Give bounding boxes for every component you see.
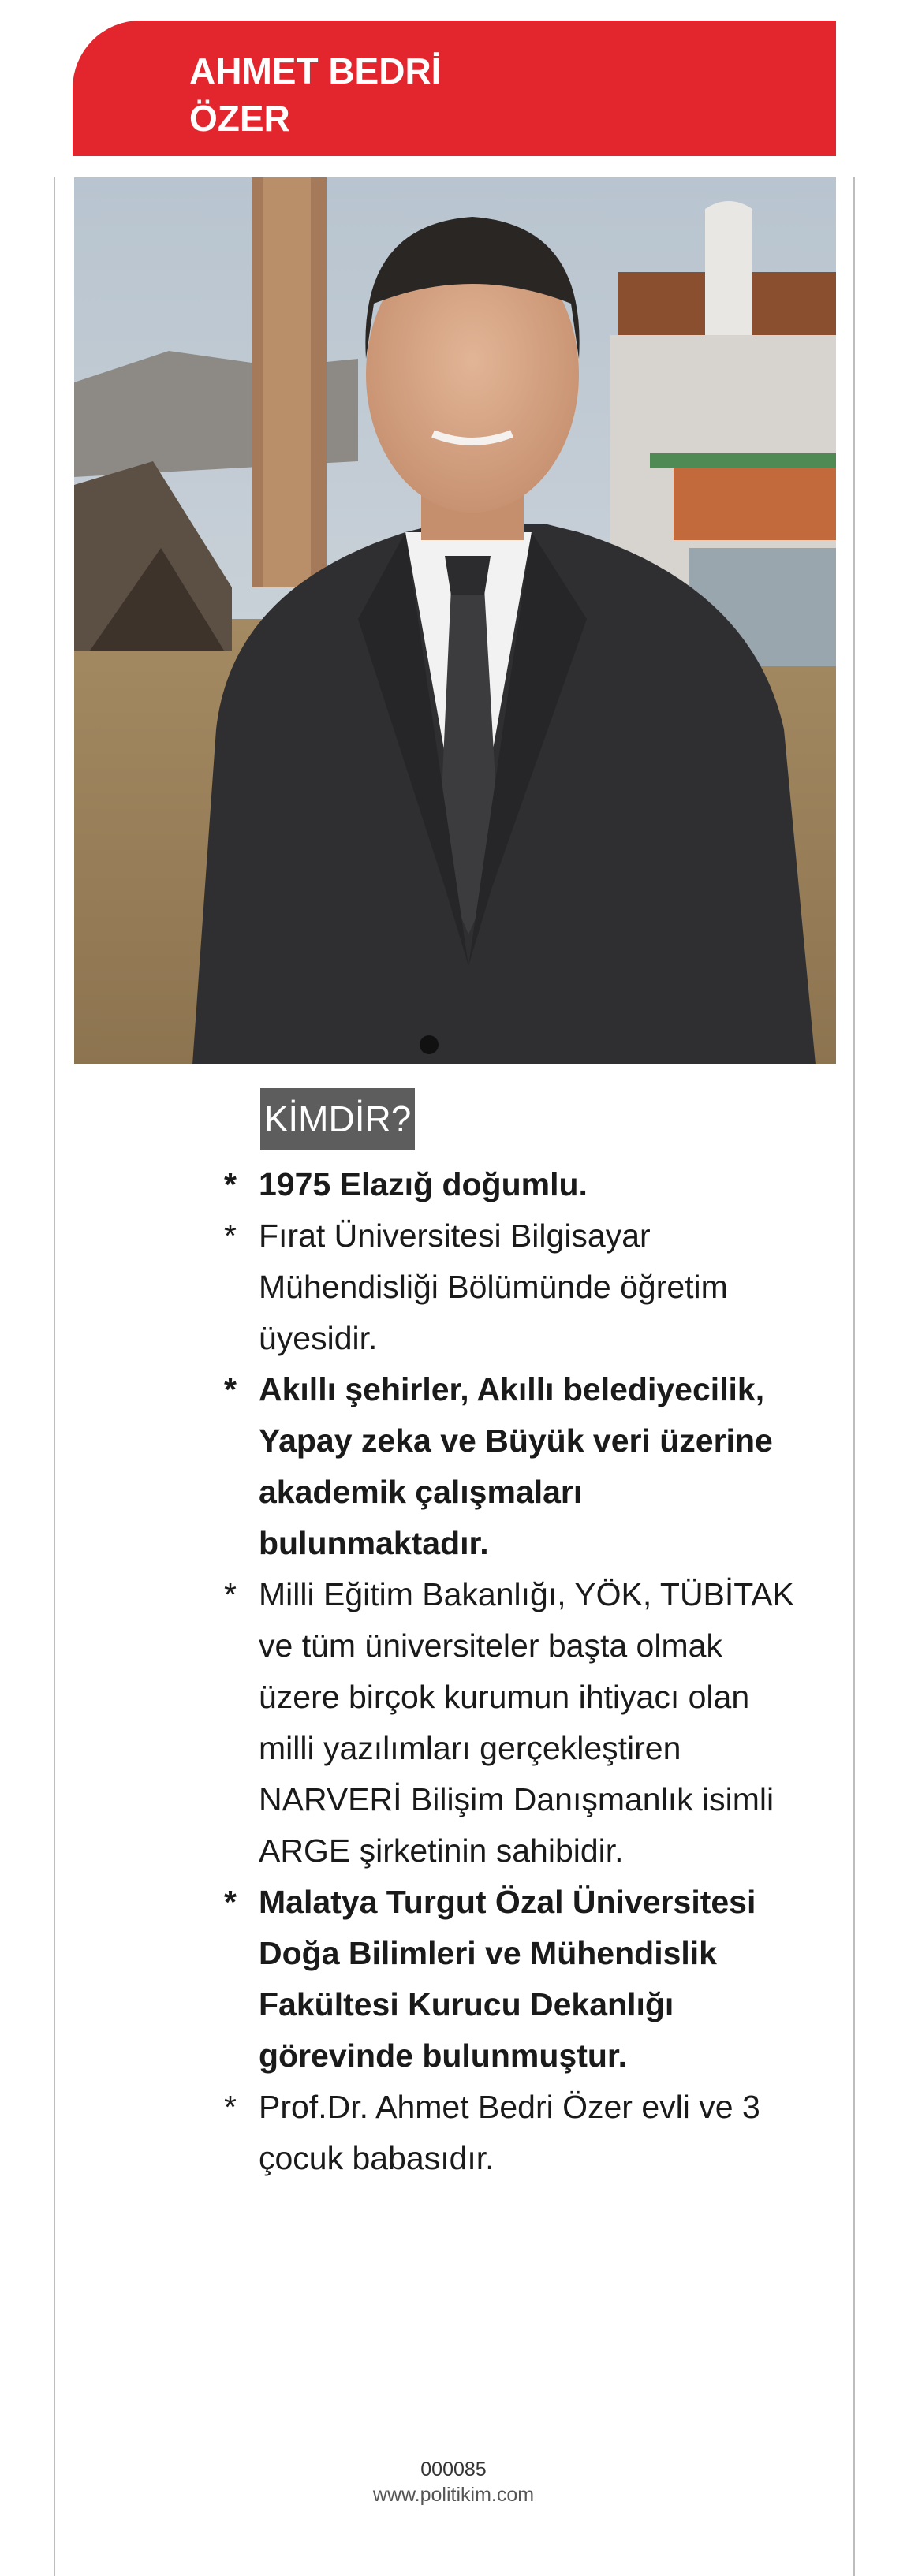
bullet-star: * — [224, 1884, 237, 1920]
portrait-photo — [74, 177, 836, 1064]
header-banner — [73, 21, 836, 156]
bio-item — [224, 1159, 808, 1210]
footer-site-link[interactable]: www.politikim.com — [372, 2484, 535, 2506]
bio-item — [224, 1877, 808, 2082]
bio-text: Fırat Üniversitesi Bilgisayar Mühendisliği Bölümünde öğretim üyesidir. — [259, 1217, 728, 1356]
name-line-1: AHMET BEDRİ — [189, 50, 442, 91]
portrait-photo-icon — [74, 177, 836, 1064]
bio-item — [224, 2082, 808, 2184]
name-line-2: ÖZER — [189, 98, 290, 139]
bullet-star: * — [224, 2089, 237, 2125]
bio-text: Malatya Turgut Özal Üniversitesi Doğa Bilimleri ve Mühendislik Fakültesi Kurucu Dekanlığı görevinde bulunmuştur. — [259, 1884, 756, 2074]
left-rule — [54, 177, 55, 2576]
bullet-star: * — [224, 1576, 237, 1612]
bio-item — [224, 1210, 808, 1364]
footer-code: 000085 — [420, 2459, 487, 2481]
bio-text: 1975 Elazığ doğumlu. — [259, 1166, 588, 1202]
right-rule — [853, 177, 855, 2576]
bullet-star: * — [224, 1371, 237, 1407]
bullet-star: * — [224, 1217, 237, 1254]
bio-list — [224, 1159, 808, 2184]
section-tag: KİMDİR? — [260, 1088, 415, 1150]
person-name — [189, 47, 441, 142]
bio-item — [224, 1364, 808, 1569]
bio-text: Milli Eğitim Bakanlığı, YÖK, TÜBİTAK ve tüm üniversiteler başta olmak üzere birçok kurumun ihtiyacı olan milli yazılımları gerçekleştiren NARVERİ Bilişim Danışmanlık isimli ARGE şirketinin sahibidir. — [259, 1576, 794, 1869]
bio-text: Prof.Dr. Ahmet Bedri Özer evli ve 3 çocuk babasıdır. — [259, 2089, 760, 2176]
bio-item — [224, 1569, 808, 1877]
bullet-star: * — [224, 1166, 237, 1202]
bio-text: Akıllı şehirler, Akıllı belediyecilik, Yapay zeka ve Büyük veri üzerine akademik çalışmaları bulunmaktadır. — [259, 1371, 773, 1561]
